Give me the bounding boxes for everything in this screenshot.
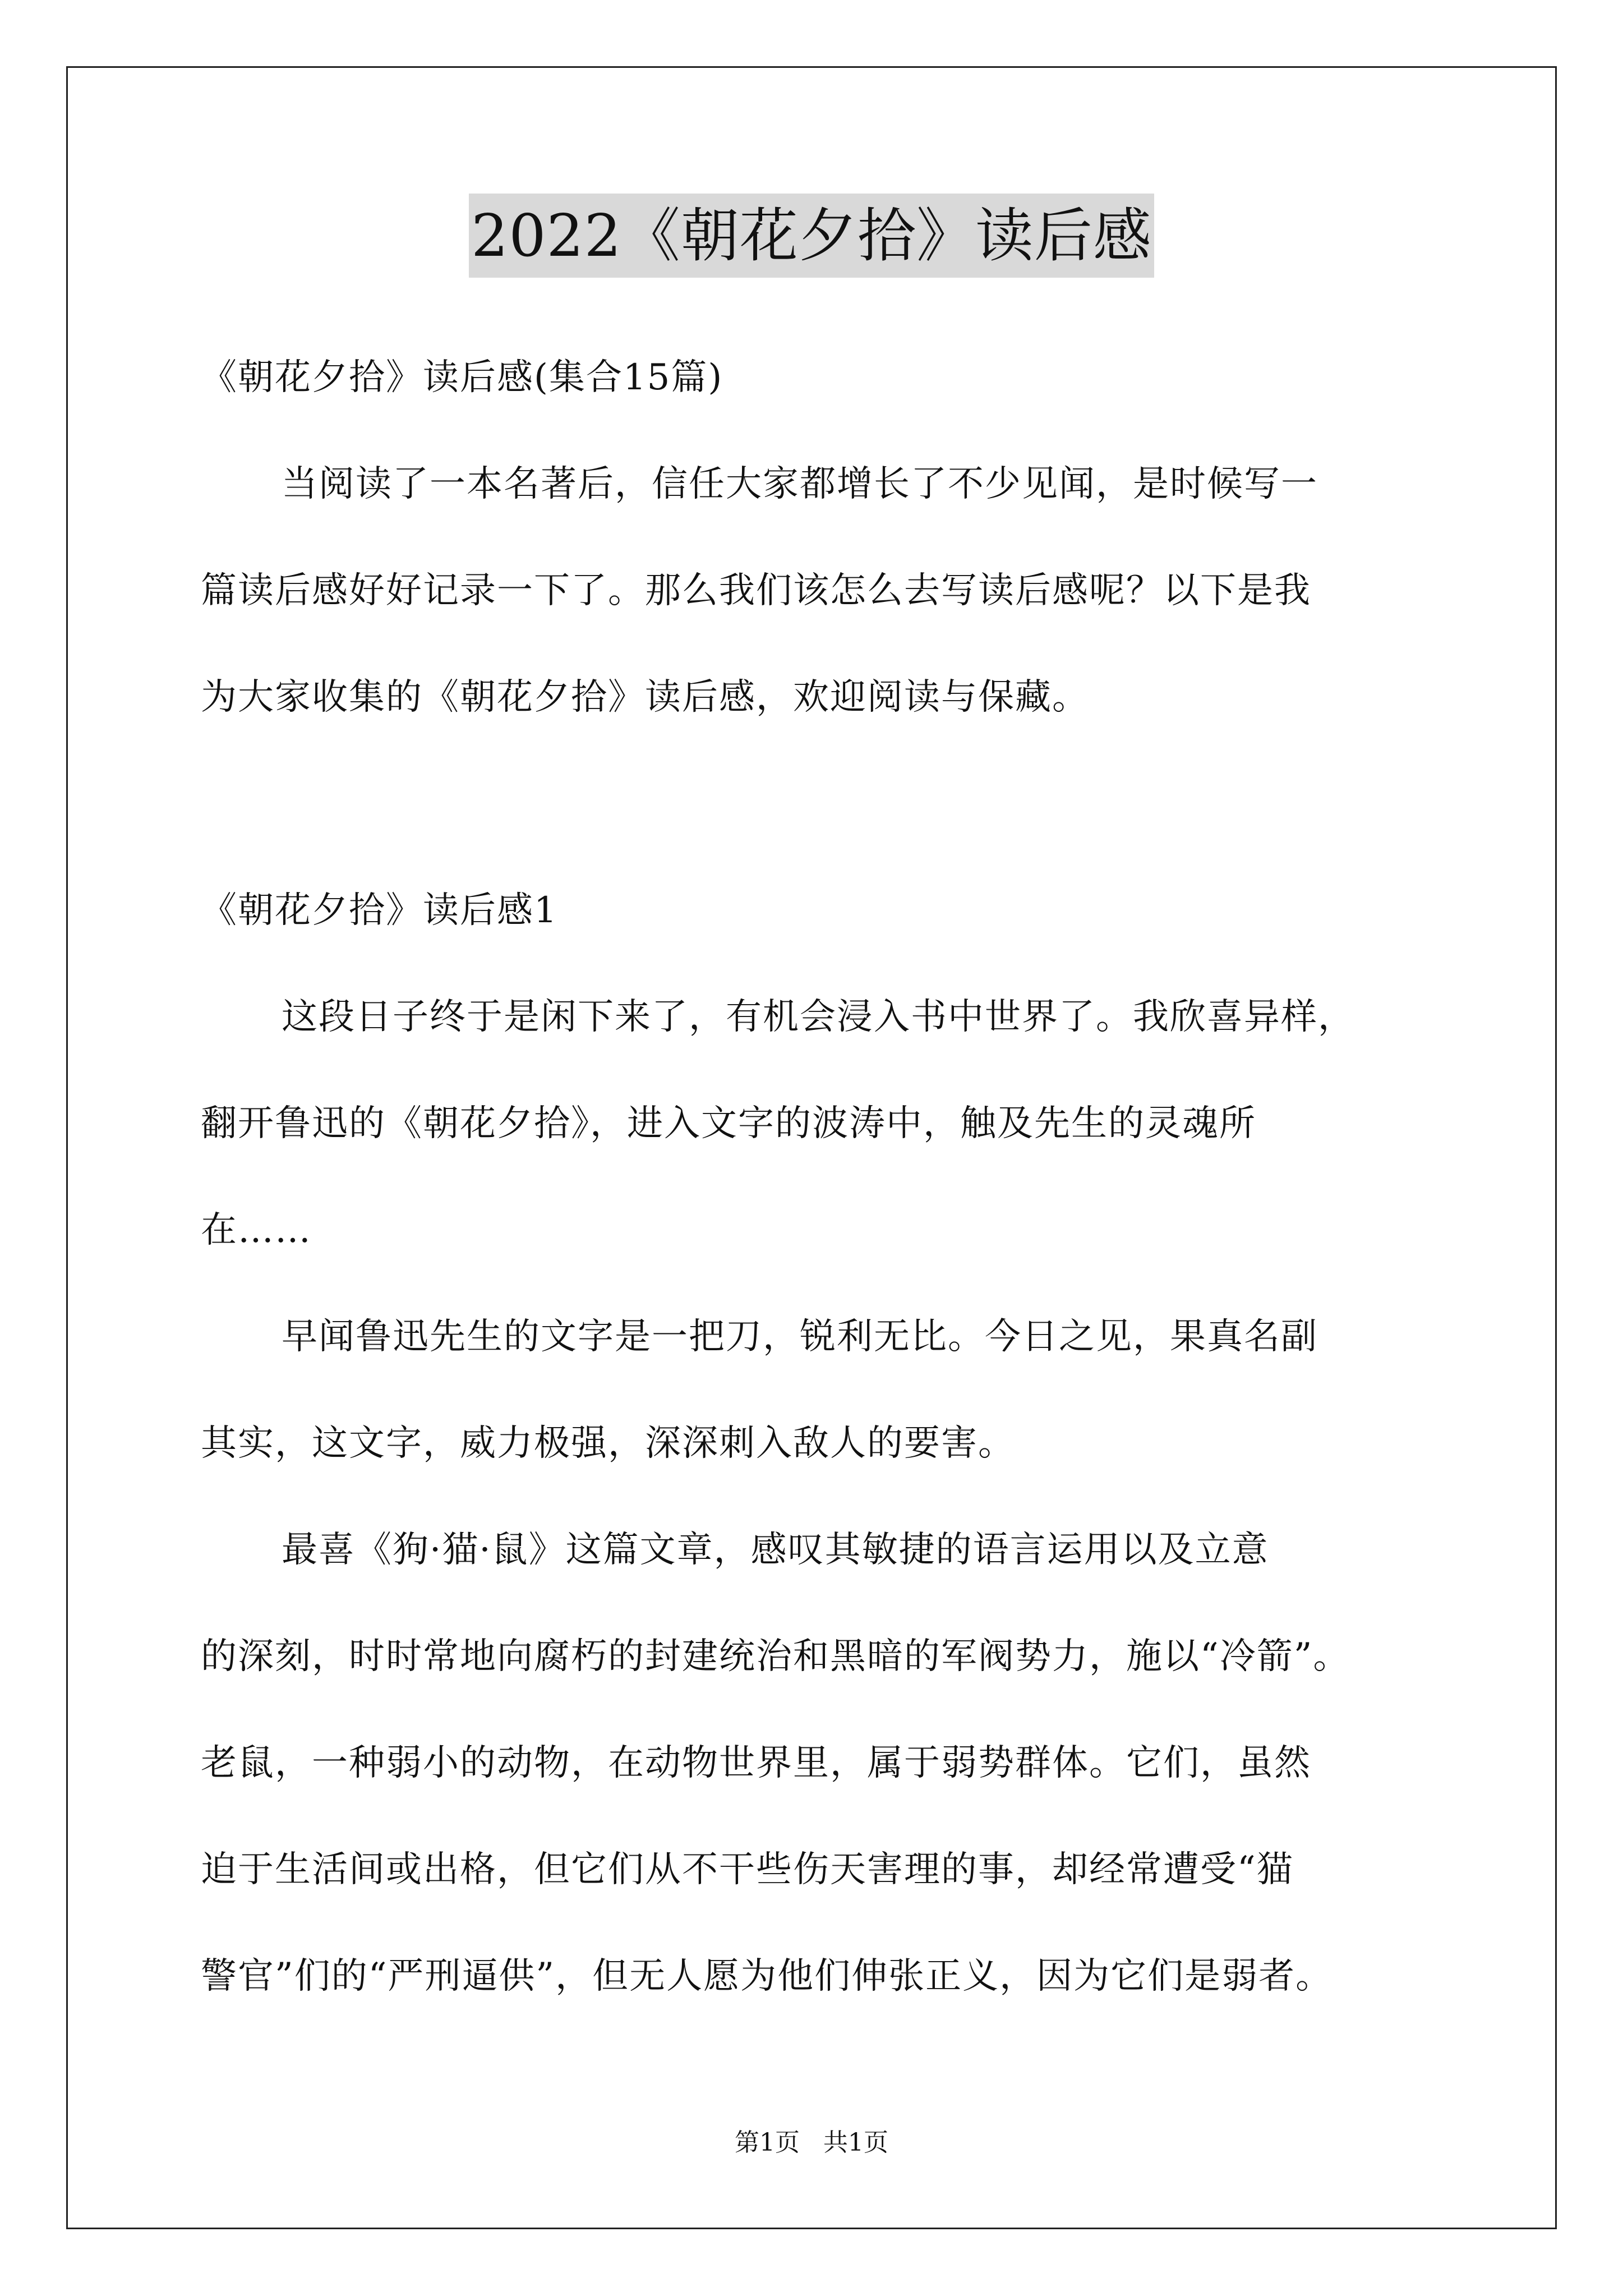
title-container (0, 194, 1623, 278)
paragraph3-line: 警官”们的“严刑逼供”，但无人愿为他们伸张正义，因为它们是弱者。 (201, 1955, 1333, 1997)
paragraph1-line: 在…… (201, 1209, 312, 1251)
section-heading: 《朝花夕拾》读后感1 (201, 890, 558, 931)
page-number: 第1页 (735, 2128, 800, 2157)
paragraph3-line: 老鼠，一种弱小的动物，在动物世界里，属于弱势群体。它们，虽然 (201, 1742, 1311, 1784)
paragraph3-line: 最喜《狗·猫·鼠》这篇文章，感叹其敏捷的语言运用以及立意 (282, 1529, 1269, 1571)
page-footer (0, 2126, 1623, 2160)
paragraph1-line: 翻开鲁迅的《朝花夕拾》，进入文字的波涛中，触及先生的灵魂所 (201, 1103, 1256, 1144)
intro-line: 为大家收集的《朝花夕拾》读后感，欢迎阅读与保藏。 (201, 677, 1089, 718)
paragraph2-line: 早闻鲁迅先生的文字是一把刀，锐利无比。今日之见，果真名副 (282, 1316, 1318, 1358)
intro-line: 篇读后感好好记录一下了。那么我们该怎么去写读后感呢？以下是我 (201, 570, 1311, 611)
document-subtitle: 《朝花夕拾》读后感(集合15篇) (201, 357, 723, 398)
page-total: 共1页 (823, 2128, 888, 2157)
paragraph3-line: 的深刻，时时常地向腐朽的封建统治和黑暗的军阀势力，施以“冷箭”。 (201, 1636, 1350, 1677)
paragraph3-line: 迫于生活间或出格，但它们从不干些伤天害理的事，却经常遭受“猫 (201, 1849, 1294, 1890)
paragraph2-line: 其实，这文字，威力极强，深深刺入敌人的要害。 (201, 1423, 1015, 1464)
document-title: 2022《朝花夕拾》读后感 (469, 194, 1154, 278)
paragraph1-line: 这段日子终于是闲下来了，有机会浸入书中世界了。我欣喜异样， (282, 996, 1355, 1038)
intro-line: 当阅读了一本名著后，信任大家都增长了不少见闻，是时候写一 (282, 463, 1318, 505)
